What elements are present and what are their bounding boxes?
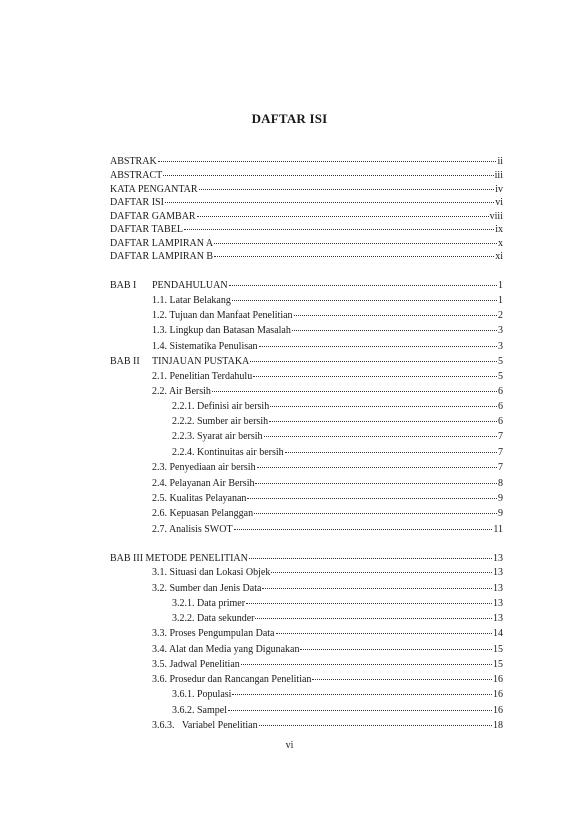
toc-leader [212, 383, 497, 392]
toc-label: 2.2. Air Bersih [152, 386, 211, 397]
toc-label: 2.2.1. Definisi air bersih [172, 401, 270, 412]
toc-entry-3-6-3[interactable] [152, 719, 503, 733]
toc-leader [249, 550, 492, 559]
toc-page: 13 [493, 613, 503, 624]
toc-leader [197, 208, 489, 217]
toc-entry-2-6[interactable] [152, 507, 503, 521]
toc-label: 2.1. Penelitian Terdahulu [152, 371, 253, 382]
toc-label: 3.2.1. Data primer [172, 598, 246, 609]
toc-entry-3-3[interactable] [152, 627, 503, 641]
toc-label: 3.4. Alat dan Media yang Digunakan [152, 644, 300, 655]
toc-entry-1-1[interactable] [152, 294, 503, 308]
toc-label: 2.5. Kualitas Pelayanan [152, 493, 247, 504]
page-title: DAFTAR ISI [251, 111, 328, 126]
toc-leader [294, 307, 497, 316]
toc-leader [285, 444, 497, 453]
toc-label: 2.2.4. Kontinuitas air bersih [172, 447, 284, 458]
toc-entry-2-3[interactable] [152, 461, 503, 475]
toc-entry-3-2-1[interactable] [172, 597, 503, 611]
toc-page: 15 [493, 659, 503, 670]
toc-page: vi [495, 197, 503, 208]
toc-leader [234, 521, 493, 530]
toc-label: 3.5. Jadwal Penelitian [152, 659, 240, 670]
toc-page: 13 [493, 598, 503, 609]
toc-leader [184, 221, 494, 230]
toc-page: 5 [498, 356, 503, 367]
toc-leader [271, 564, 492, 573]
toc-leader [312, 671, 492, 680]
toc-label: DAFTAR LAMPIRAN A [110, 238, 214, 249]
toc-leader [228, 702, 492, 711]
toc-entry-3-6[interactable] [152, 673, 503, 687]
toc-entry-2-2-2[interactable] [172, 415, 503, 429]
toc-label: 2.4. Pelayanan Air Bersih [152, 478, 255, 489]
toc-leader [270, 398, 497, 407]
toc-label: 2.6. Kepuasan Pelanggan [152, 508, 254, 519]
toc-page: 8 [498, 478, 503, 489]
toc-label: KATA PENGANTAR [110, 184, 198, 195]
toc-label: PENDAHULUAN [152, 280, 228, 291]
toc-page: 9 [498, 508, 503, 519]
toc-leader [232, 686, 492, 695]
toc-leader [158, 153, 497, 162]
toc-label: DAFTAR TABEL [110, 224, 183, 235]
toc-entry-3-1[interactable] [152, 566, 503, 580]
toc-label: 2.3. Penyediaan air bersih [152, 462, 256, 473]
toc-entry-2-4[interactable] [152, 477, 503, 491]
toc-label: 2.7. Analisis SWOT [152, 524, 233, 535]
toc-leader [241, 656, 492, 665]
toc-label: DAFTAR LAMPIRAN B [110, 251, 214, 262]
toc-leader [232, 292, 497, 301]
toc-page: 15 [493, 644, 503, 655]
toc-leader [255, 475, 497, 484]
toc-leader [214, 235, 497, 244]
toc-entry-2-7[interactable] [152, 523, 503, 537]
toc-label: 1.2. Tujuan dan Manfaat Penelitian [152, 310, 293, 321]
toc-leader [262, 580, 492, 589]
toc-label: 1.3. Lingkup dan Batasan Masalah [152, 325, 291, 336]
toc-entry-3-6-2[interactable] [172, 704, 503, 718]
toc-entry-bab-1[interactable] [152, 279, 503, 293]
toc-page: iii [494, 170, 503, 181]
toc-leader [300, 641, 492, 650]
bab-2-prefix: BAB II [110, 356, 140, 367]
toc-page: 6 [498, 386, 503, 397]
toc-page: 16 [493, 689, 503, 700]
toc-leader [255, 610, 492, 619]
toc-page: 16 [493, 674, 503, 685]
toc-label: DAFTAR GAMBAR [110, 211, 196, 222]
toc-label: 2.2.3. Syarat air bersih [172, 431, 263, 442]
toc-label: 3.6.1. Populasi [172, 689, 232, 700]
toc-leader [259, 338, 497, 347]
toc-leader [276, 625, 493, 634]
toc-entry-2-2-3[interactable] [172, 430, 503, 444]
toc-label: TINJAUAN PUSTAKA [152, 356, 250, 367]
toc-page: 6 [498, 401, 503, 412]
toc-entry-1-4[interactable] [152, 340, 503, 354]
toc-label: 2.2.2. Sumber air bersih [172, 416, 269, 427]
toc-entry-2-2-4[interactable] [172, 446, 503, 460]
toc-page: xi [495, 251, 503, 262]
toc-leader [269, 413, 497, 422]
toc-page: ix [495, 224, 503, 235]
toc-label: 3.3. Proses Pengumpulan Data [152, 628, 275, 639]
toc-label: 1.1. Latar Belakang [152, 295, 231, 306]
toc-leader [229, 277, 497, 286]
toc-leader [163, 167, 493, 176]
toc-leader [254, 505, 497, 514]
page-number: vi [285, 740, 294, 751]
toc-leader [250, 353, 497, 362]
toc-page: 2 [498, 310, 503, 321]
toc-label: ABSTRAK [110, 156, 157, 167]
toc-page: iv [495, 184, 503, 195]
toc-leader [292, 322, 497, 331]
toc-entry-2-1[interactable] [152, 370, 503, 384]
toc-page: 13 [493, 553, 503, 564]
toc-entry-2-2[interactable] [152, 385, 503, 399]
toc-label: 1.4. Sistematika Penulisan [152, 341, 258, 352]
toc-label: 3.6. Prosedur dan Rancangan Penelitian [152, 674, 312, 685]
toc-entry-1-3[interactable] [152, 324, 503, 338]
toc-entry-3-6-1[interactable] [172, 688, 503, 702]
toc-page: 3 [498, 341, 503, 352]
toc-leader [246, 595, 492, 604]
toc-leader [253, 368, 497, 377]
toc-leader [214, 248, 494, 257]
toc-leader [247, 490, 497, 499]
toc-label: ABSTRACT [110, 170, 163, 181]
toc-page: 7 [498, 462, 503, 473]
toc-entry-1-2[interactable] [152, 309, 503, 323]
toc-entry-bab-2[interactable] [152, 355, 503, 369]
toc-page: 3 [498, 325, 503, 336]
toc-page: 13 [493, 583, 503, 594]
toc-leader [264, 428, 497, 437]
toc-page: 6 [498, 416, 503, 427]
toc-entry-lampiran-b[interactable] [110, 250, 503, 264]
toc-page: 7 [498, 447, 503, 458]
toc-label: 3.2. Sumber dan Jenis Data [152, 583, 262, 594]
toc-page: viii [489, 211, 503, 222]
toc-page: 1 [498, 295, 503, 306]
toc-entry-3-2[interactable] [152, 582, 503, 596]
toc-label: 3.6.2. Sampel [172, 705, 227, 716]
toc-label: 3.1. Situasi dan Lokasi Objek [152, 567, 271, 578]
bab-1-prefix: BAB I [110, 280, 137, 291]
toc-page: 11 [493, 524, 503, 535]
toc-label: 3.2.2. Data sekunder [172, 613, 255, 624]
toc-page: x [498, 238, 503, 249]
toc-entry-2-5[interactable] [152, 492, 503, 506]
toc-entry-2-2-1[interactable] [172, 400, 503, 414]
toc-page: 5 [498, 371, 503, 382]
toc-page: 16 [493, 705, 503, 716]
toc-page: 9 [498, 493, 503, 504]
toc-leader [165, 194, 494, 203]
toc-entry-3-4[interactable] [152, 643, 503, 657]
toc-page: ii [497, 156, 503, 167]
toc-leader [259, 717, 492, 726]
toc-page: 7 [498, 431, 503, 442]
toc-leader [257, 459, 497, 468]
toc-page: 18 [493, 720, 503, 731]
toc-entry-3-5[interactable] [152, 658, 503, 672]
toc-label: BAB III METODE PENELITIAN [110, 553, 248, 564]
toc-label: 3.6.3. Variabel Penelitian [152, 720, 258, 731]
toc-page: 14 [493, 628, 503, 639]
toc-label: DAFTAR ISI [110, 197, 164, 208]
toc-page: 1 [498, 280, 503, 291]
toc-entry-3-2-2[interactable] [172, 612, 503, 626]
toc-leader [199, 181, 495, 190]
toc-page: 13 [493, 567, 503, 578]
